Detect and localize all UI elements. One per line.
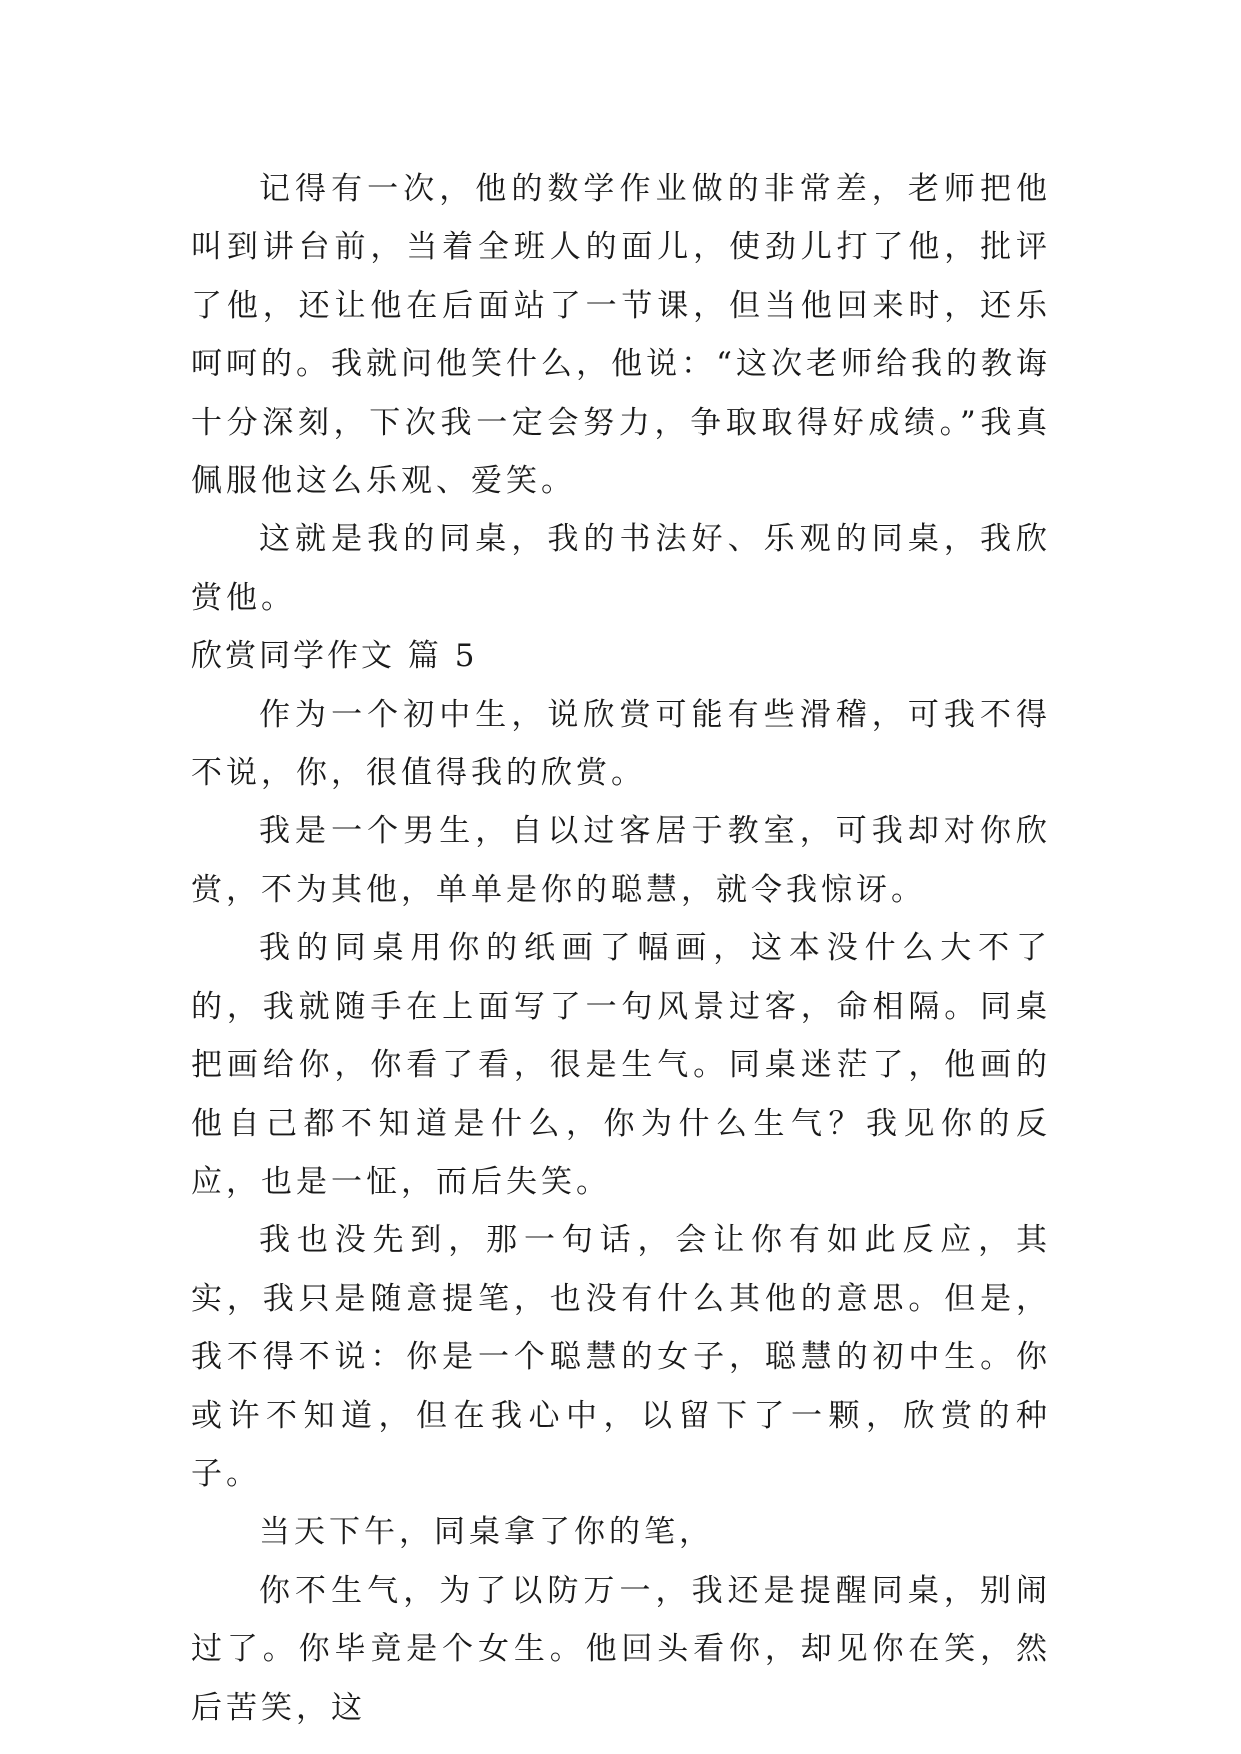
paragraph: 这就是我的同桌，我的书法好、乐观的同桌，我欣赏他。 [191,521,1051,616]
section-heading: 欣赏同学作文 篇 5 [191,638,478,675]
paragraph: 记得有一次，他的数学作业做的非常差，老师把他叫到讲台前，当着全班人的面儿，使劲儿打了他，批评了他，还让他在后面站了一节课，但当他回来时，还乐呵呵的。我就问他笑什么，他说：“这次老师给我的教诲十分深刻，下次我一定会努力，争取取得好成绩。”我真佩服他这么乐观、爱笑。 [191,171,1051,500]
paragraph: 我也没先到，那一句话，会让你有如此反应，其实，我只是随意提笔，也没有什么其他的意思。但是，我不得不说：你是一个聪慧的女子，聪慧的初中生。你或许不知道，但在我心中，以留下了一颗，欣赏的种子。 [191,1222,1051,1492]
paragraph: 当天下午，同桌拿了你的笔， [259,1514,714,1551]
paragraph: 我是一个男生，自以过客居于教室，可我却对你欣赏，不为其他，单单是你的聪慧，就令我惊讶。 [191,813,1051,908]
essay-text [191,160,1051,1737]
paragraph: 作为一个初中生，说欣赏可能有些滑稽，可我不得不说，你，很值得我的欣赏。 [191,696,1051,792]
paragraph: 你不生气，为了以防万一，我还是提醒同桌，别闹过了。你毕竟是个女生。他回头看你，却见你在笑，然后苦笑，这 [191,1572,1051,1726]
paragraph: 我的同桌用你的纸画了幅画，这本没什么大不了的，我就随手在上面写了一句风景过客，命相隔。同桌把画给你，你看了看，很是生气。同桌迷茫了，他画的他自己都不知道是什么，你为什么生气？我见你的反应，也是一怔，而后失笑。 [191,930,1051,1200]
